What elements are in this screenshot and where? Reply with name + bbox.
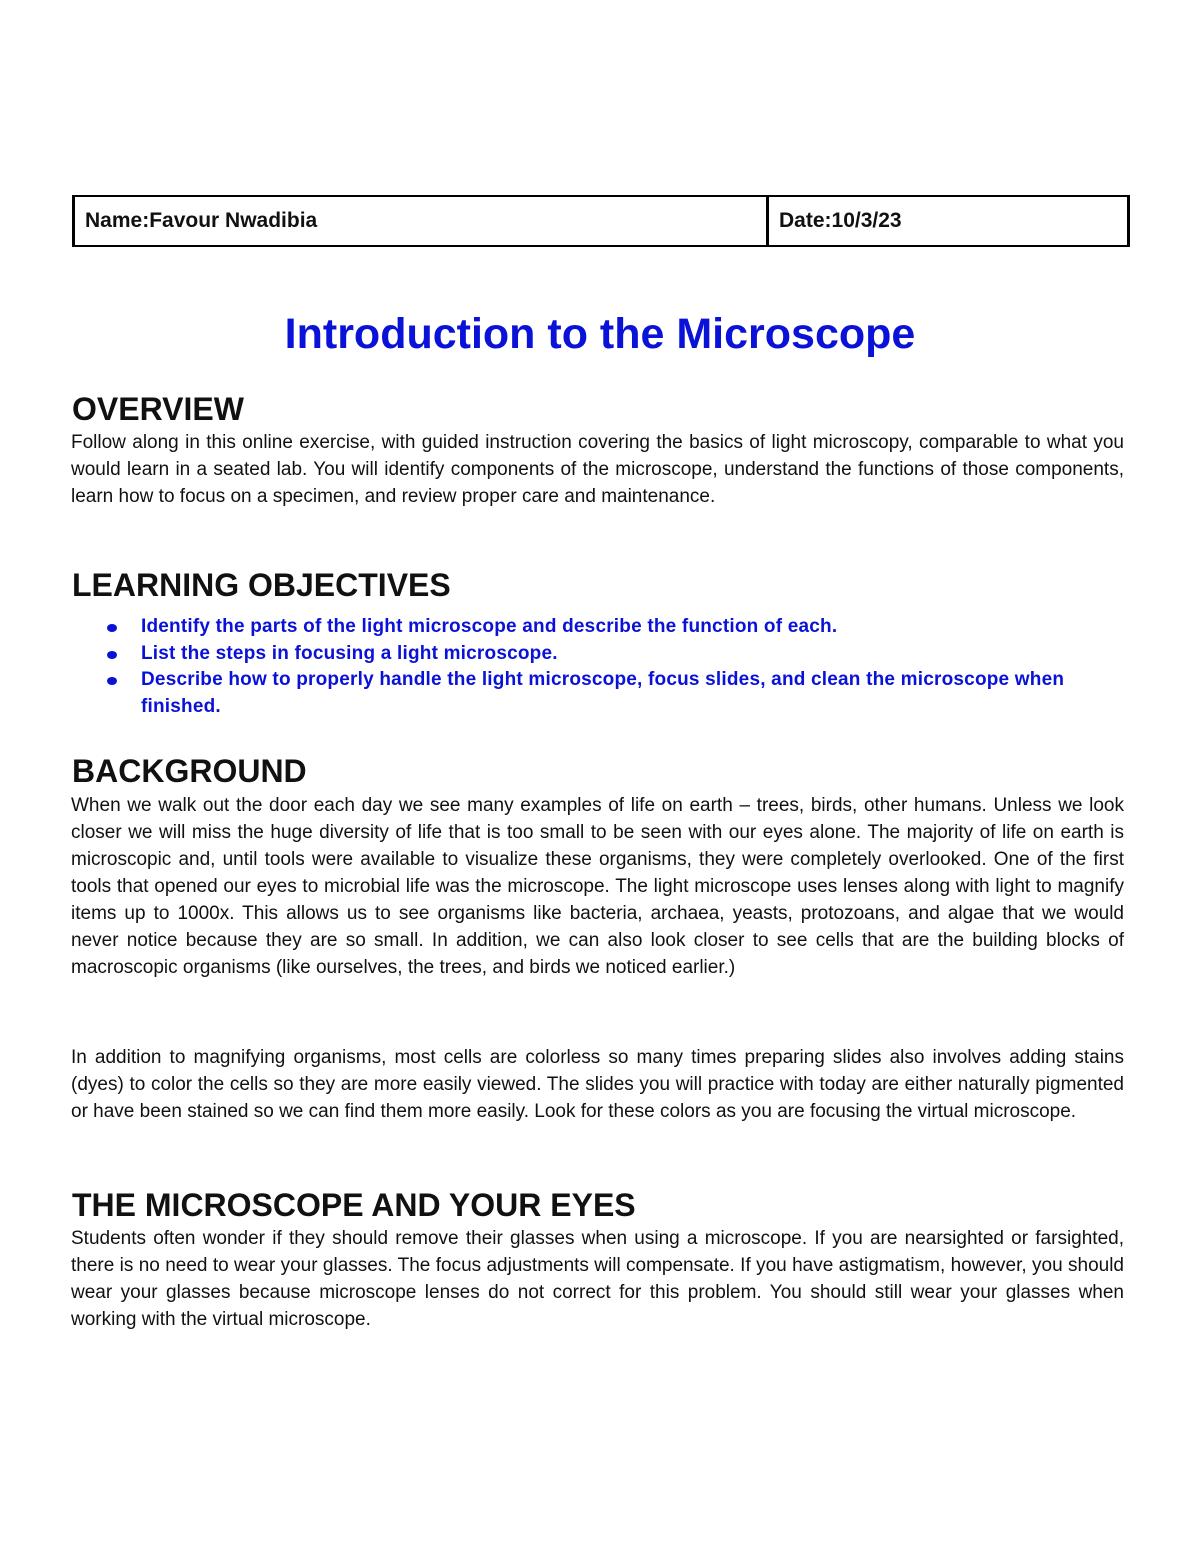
overview-heading: OVERVIEW [72, 391, 244, 427]
objective-text: Identify the parts of the light microscope and describe the function of each. [141, 616, 838, 637]
list-item [104, 614, 1134, 641]
microscope-eyes-paragraph: Students often wonder if they should remove their glasses when using a microscope. If you are nearsighted or farsighted, there is no need to wear your glasses. The focus adjustments will compensate. If you have astigmatism, however, you should wear your glasses because microscope lenses do not correct for this problem. You should still wear your glasses when working with the virtual microscope. [71, 1228, 1124, 1330]
name-field: Name:Favour Nwadibia [75, 197, 769, 245]
student-info-table [72, 195, 1130, 247]
objective-text: List the steps in focusing a light microscope. [141, 642, 558, 664]
learning-objectives-list [104, 614, 1134, 720]
objective-text: Describe how to properly handle the light microscope, focus slides, and clean the microscope when finished. [141, 669, 1065, 717]
background-heading: BACKGROUND [72, 753, 307, 789]
list-item [104, 667, 1134, 720]
list-item [104, 641, 1134, 668]
background-paragraph-1: When we walk out the door each day we see many examples of life on earth – trees, birds, other humans. Unless we look closer we will miss the huge diversity of life that is too small to be seen with our eyes alone. The majority of life on earth is microscopic and, until tools were available to visualize these organisms, they were completely overlooked. One of the first tools that opened our eyes to microbial life was the microscope. The light microscope uses lenses along with light to magnify items up to 1000x. This allows us to see organisms like bacteria, archaea, yeasts, protozoans, and algae that we would never notice because they are so small. In addition, we can also look closer to see cells that are the building blocks of macroscopic organisms (like ourselves, the trees, and birds we noticed earlier.) [71, 795, 1124, 978]
microscope-eyes-heading: THE MICROSCOPE AND YOUR EYES [72, 1187, 636, 1223]
bullet-icon [107, 624, 117, 632]
bullet-icon [107, 651, 117, 659]
learning-objectives-heading: LEARNING OBJECTIVES [72, 567, 451, 603]
overview-paragraph: Follow along in this online exercise, with guided instruction covering the basics of light microscopy, comparable to what you would learn in a seated lab. You will identify components of the microscope, understand the functions of those components, learn how to focus on a specimen, and review proper care and maintenance. [71, 432, 1124, 507]
document-title: Introduction to the Microscope [284, 310, 916, 358]
background-paragraph-2: In addition to magnifying organisms, most cells are colorless so many times preparing slides also involves adding stains (dyes) to color the cells so they are more easily viewed. The slides you will practice with today are either naturally pigmented or have been stained so we can find them more easily. Look for these colors as you are focusing the virtual microscope. [71, 1047, 1124, 1122]
bullet-icon [107, 677, 117, 685]
date-field: Date:10/3/23 [779, 209, 902, 232]
